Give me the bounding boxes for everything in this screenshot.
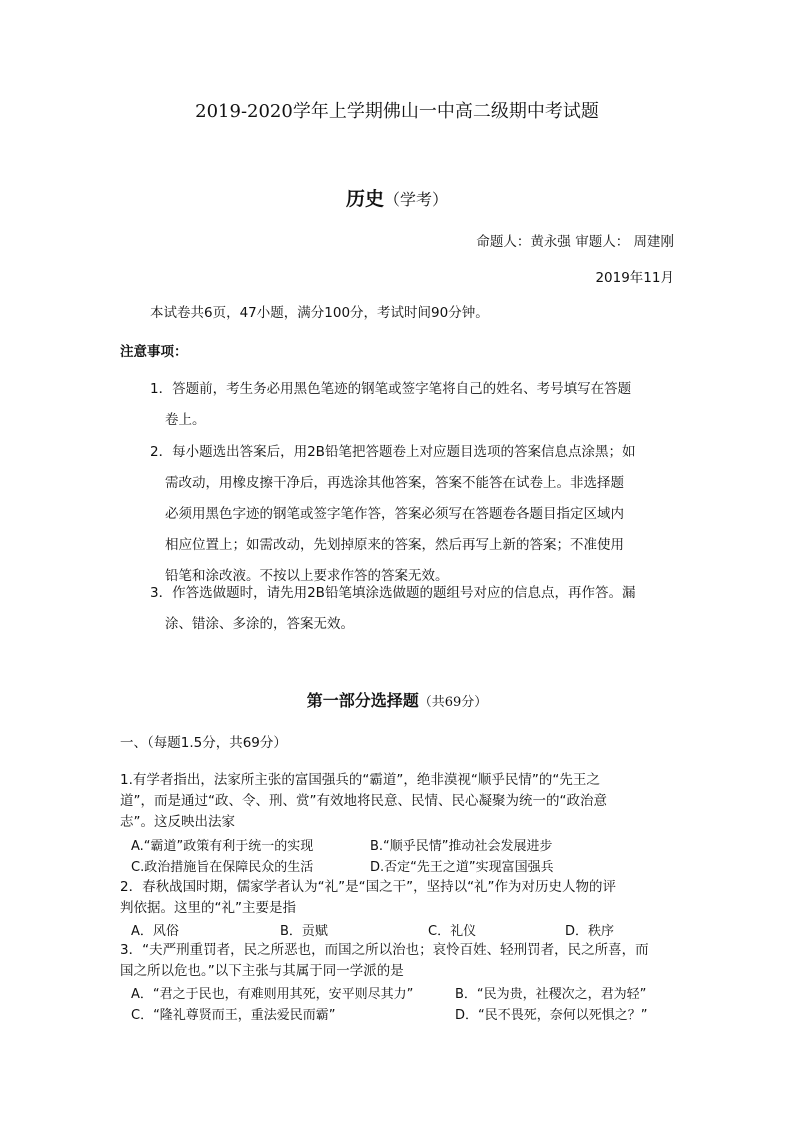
option-a: A．“君之于民也，有难则用其死，安平则尽其力” <box>131 987 414 1002</box>
question-text: 1.有学者指出，法家所主张的富国强兵的“霸道”，绝非漠视“顺乎民情”的“先王之 <box>120 772 600 788</box>
notice-number: 2． <box>150 444 173 460</box>
exam-date: 2019年11月 <box>595 270 674 286</box>
notice-text: 每小题选出答案后，用2B铅笔把答题卷上对应题目选项的答案信息点涂黑；如 <box>172 444 636 460</box>
question-text: 道”，而是通过“政、令、刑、赏”有效地将民意、民情、民心凝聚为统一的“政治意 <box>120 793 607 809</box>
notice-heading: 注意事项： <box>120 344 188 360</box>
exam-title: 2019-2020学年上学期佛山一中高二级期中考试题 <box>195 101 599 122</box>
option-b: B．贡赋 <box>280 924 328 939</box>
notice-text: 作答选做题时，请先用2B铅笔填涂选做题的题组号对应的信息点，再作答。漏 <box>172 585 636 601</box>
option-a: A.“霸道”政策有利于统一的实现 <box>131 839 314 854</box>
option-c: C.政治措施旨在保障民众的生活 <box>131 860 314 875</box>
option-b: B.“顺乎民情”推动社会发展进步 <box>370 839 553 854</box>
option-d: D．“民不畏死，奈何以死惧之？” <box>455 1008 648 1023</box>
authors-line: 命题人：黄永强 审题人： 周建刚 <box>476 234 674 250</box>
question-text: 判依据。这里的“礼”主要是指 <box>120 900 296 916</box>
notice-number: 3． <box>150 585 173 601</box>
question-text: 2．春秋战国时期，儒家学者认为“礼”是“国之干”，坚持以“礼”作为对历史人物的评 <box>120 879 617 895</box>
notice-text: 需改动，用橡皮擦干净后，再选涂其他答案，答案不能答在试卷上。非选择题 <box>165 475 624 491</box>
question-text: 志”。这反映出法家 <box>120 814 235 830</box>
notice-item-3 <box>150 578 680 640</box>
exam-intro: 本试卷共6页，47小题，满分100分，考试时间90分钟。 <box>150 305 489 321</box>
option-c: C．“隆礼尊贤而王，重法爱民而霸” <box>131 1008 336 1023</box>
notice-item-2 <box>150 437 680 592</box>
notice-item-1 <box>150 374 680 436</box>
section-title: 第一部分选择题 <box>306 691 419 710</box>
section-score: （共69分） <box>418 695 488 710</box>
notice-number: 1． <box>150 381 173 397</box>
notice-text: 涂、错涂、多涂的，答案无效。 <box>165 616 354 632</box>
part-label: 一、（每题1.5分，共69分） <box>120 735 287 751</box>
question-text: 3．“夫严刑重罚者，民之所恶也，而国之所以治也；哀怜百姓、轻刑罚者，民之所喜，而 <box>120 942 649 958</box>
notice-text: 卷上。 <box>165 412 206 428</box>
notice-text: 答题前，考生务必用黑色笔迹的钢笔或签字笔将自己的姓名、考号填写在答题 <box>172 381 632 397</box>
option-d: D．秩序 <box>565 924 615 939</box>
question-text: 国之所以危也。”以下主张与其属于同一学派的是 <box>120 963 404 979</box>
subject-name: 历史 <box>345 188 384 210</box>
option-a: A．风俗 <box>131 924 179 939</box>
subject-heading <box>0 184 794 211</box>
option-c: C．礼仪 <box>428 924 477 939</box>
notice-text: 必须用黑色字迹的钢笔或签字笔作答，答案必须写在答题卷各题目指定区域内 <box>165 506 624 522</box>
notice-text: 相应位置上；如需改动，先划掉原来的答案，然后再写上新的答案；不准使用 <box>165 537 624 553</box>
subject-note: （学考） <box>384 190 449 209</box>
option-b: B．“民为贵，社稷次之，君为轻” <box>455 987 647 1002</box>
section-heading <box>0 688 794 711</box>
notice-text: 铅笔和涂改液。不按以上要求作答的答案无效。 <box>165 568 449 584</box>
option-d: D.否定“先王之道”实现富国强兵 <box>370 860 554 875</box>
